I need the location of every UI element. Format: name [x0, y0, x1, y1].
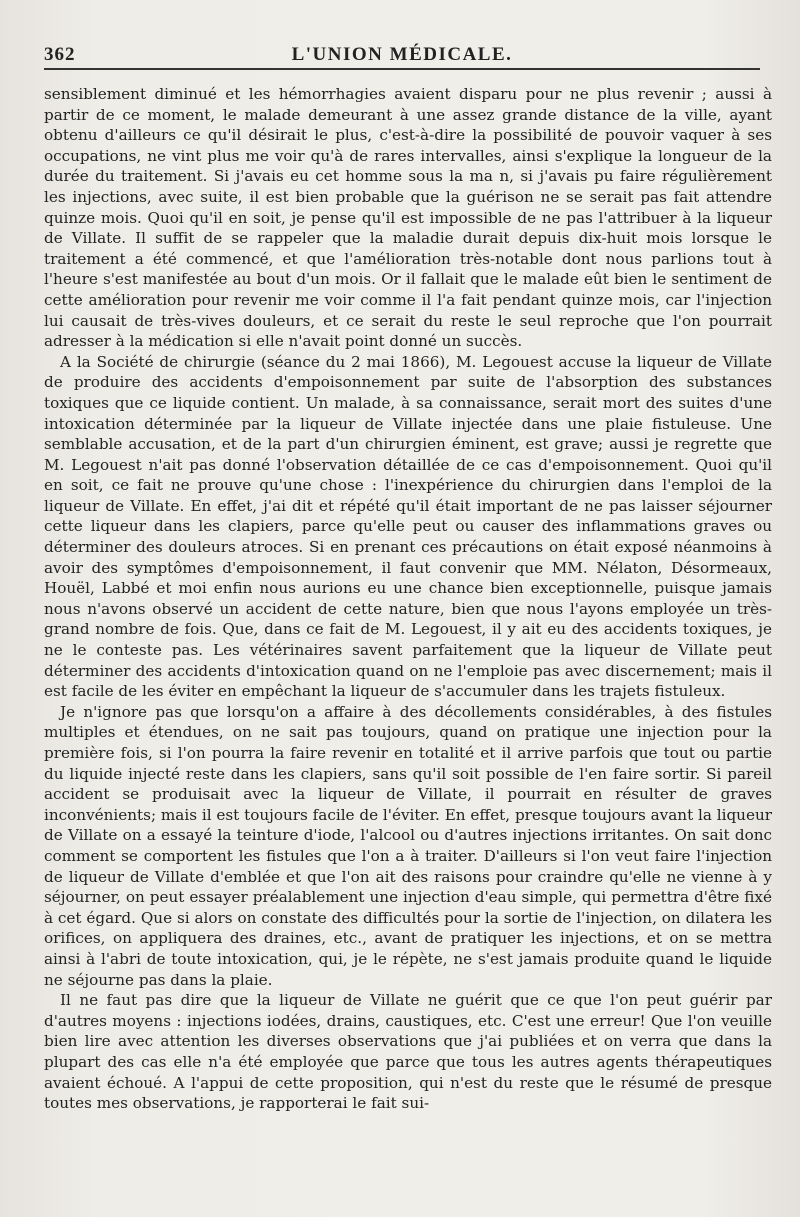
paragraph-2: A la Société de chirurgie (séance du 2 mai 1866), M. Legouest accuse la liqueur de Villate de produire des accidents d'empoisonnement par suite de l'absorption des substances toxiques que ce liquide contient. Un malade, à sa connaissance, serait mort des suites d'une intoxication déterminée par la liqueur de Villate injectée dans une plaie fistuleuse. Une semblable accusation, et de la part d'un chirurgien éminent, est grave; aussi je regrette que M. Legouest n'ait pas donné l'observation détaillée de ce cas d'empoisonnement. Quoi qu'il en soit, ce fait ne prouve qu'une chose : l'inexpérience du chirurgien dans l'emploi de la liqueur de Villate. En effet, j'ai dit et répété qu'il était important de ne pas laisser séjourner cette liqueur dans les clapiers, parce qu'elle peut ou causer des inflammations graves ou déterminer des douleurs atroces. Si en prenant ces précautions on était exposé néanmoins à avoir des symptômes d'empoisonnement, il faut convenir que MM. Nélaton, Désormeaux, Houël, Labbé et moi enfin nous aurions eu une chance bien exceptionnelle, puisque jamais nous n'avons observé un accident de cette nature, bien que nous l'ayons employée un très-grand nombre de fois. Que, dans ce fait de M. Legouest, il y ait eu des accidents toxiques, je ne le conteste pas. Les vétérinaires savent parfaitement que la liqueur de Villate peut déterminer des accidents d'intoxication quand on ne l'emploie pas avec discernement; mais il est facile de les éviter en empêchant la liqueur de s'accumuler dans les trajets fistuleux. [44, 352, 772, 701]
page-number: 362 [44, 44, 76, 65]
page-header [44, 38, 760, 70]
paragraph-4: Il ne faut pas dire que la liqueur de Villate ne guérit que ce que l'on peut guérir par d'autres moyens : injections iodées, drains, caustiques, etc. C'est une erreur! Que l'on veuille bien lire avec attention les diverses observations que j'ai publiées et on verra que dans la plupart des cas elle n'a été employée que parce que tous les autres agents thérapeutiques avaient échoué. A l'appui de cette proposition, qui n'est du reste que le résumé de presque toutes mes observations, je rapporterai le fait sui- [44, 991, 772, 1113]
paragraph-1: sensiblement diminué et les hémorrhagies avaient disparu pour ne plus revenir ; aussi à partir de ce moment, le malade demeurant à une assez grande distance de la ville, ayant obtenu d'ailleurs ce qu'il désirait le plus, c'est-à-dire la possibilité de pouvoir vaquer à ses occupations, ne vint plus me voir qu'à de rares intervalles, ainsi s'explique la longueur de la durée du traitement. Si j'avais eu cet homme sous la ma n, si j'avais pu faire régulièrement les injections, avec suite, il est bien probable que la guérison ne se serait pas fait attendre quinze mois. Quoi qu'il en soit, je pense qu'il est impossible de ne pas l'attribuer à la liqueur de Villate. Il suffit de se rappeler que la maladie durait depuis dix-huit mois lorsque le traitement a été commencé, et que l'amélioration très-notable dont nous parlions tout à l'heure s'est manifestée au bout d'un mois. Or il fallait que le malade eût bien le sentiment de cette amélioration pour revenir me voir comme il l'a fait pendant quinze mois, car l'injection lui causait de très-vives douleurs, et ce serait du reste le seul reproche que l'on pourrait adresser à la médication si elle n'avait point donné un succès. [44, 85, 772, 351]
running-title: L'UNION MÉDICALE. [291, 44, 513, 65]
page-body [44, 84, 772, 1114]
paragraph-3: Je n'ignore pas que lorsqu'on a affaire à des décollements considérables, à des fistules multiples et étendues, on ne sait pas toujours, quand on pratique une injection pour la première fois, si l'on pourra la faire revenir en totalité et il arrive parfois que tout ou partie du liquide injecté reste dans les clapiers, sans qu'il soit possible de l'en faire sortir. Si pareil accident se produisait avec la liqueur de Villate, il pourrait en résulter de graves inconvénients; mais il est toujours facile de l'éviter. En effet, presque toujours avant la liqueur de Villate on a essayé la teinture d'iode, l'alcool ou d'autres injections irritantes. On sait donc comment se comportent les fistules que l'on a à traiter. D'ailleurs si l'on veut faire l'injection de liqueur de Villate d'emblée et que l'on ait des raisons pour craindre qu'elle ne vienne à y séjourner, on peut essayer préalablement une injection d'eau simple, qui permettra d'être fixé à cet égard. Que si alors on constate des difficultés pour la sortie de l'injection, on dilatera les orifices, on appliquera des draines, etc., avant de pratiquer les injections, et on se mettra ainsi à l'abri de toute intoxication, qui, je le répète, ne s'est jamais produite quand le liquide ne séjourne pas dans la plaie. [44, 702, 772, 989]
